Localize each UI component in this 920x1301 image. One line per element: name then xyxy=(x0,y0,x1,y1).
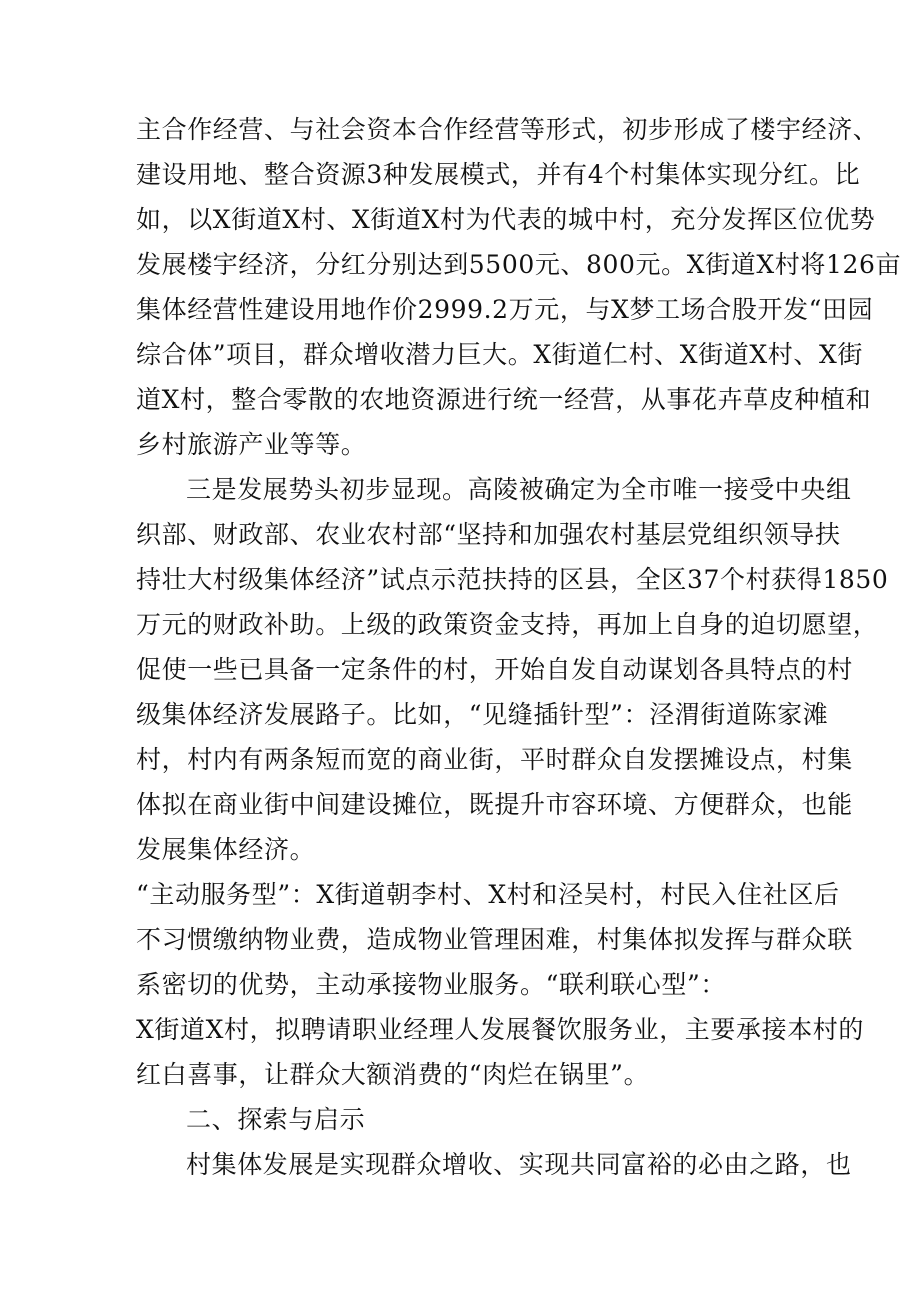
body-text-line: 级集体经济发展路子。比如，“见缝插针型”：泾渭街道陈家滩 xyxy=(136,700,829,729)
body-text-line: “主动服务型”：X街道朝李村、X村和泾吴村，村民入住社区后 xyxy=(136,880,840,909)
section-heading: 二、探索与启示 xyxy=(186,1105,366,1134)
body-text-line: 体拟在商业街中间建设摊位，既提升市容环境、方便群众，也能 xyxy=(136,790,853,819)
body-text-line: 如，以X街道X村、X街道X村为代表的城中村，充分发挥区位优势 xyxy=(136,205,876,234)
body-text-line: 系密切的优势，主动承接物业服务。“联利联心型”： xyxy=(136,970,726,999)
body-text-line: 发展楼宇经济，分红分别达到5500元、800元。X街道X村将126亩 xyxy=(136,250,902,279)
body-text-line: 主合作经营、与社会资本合作经营等形式，初步形成了楼宇经济、 xyxy=(136,115,879,144)
body-text-line: 万元的财政补助。上级的政策资金支持，再加上自身的迫切愿望， xyxy=(136,610,879,639)
paragraph-first-line: 村集体发展是实现群众增收、实现共同富裕的必由之路，也 xyxy=(186,1150,852,1179)
body-text-line: 道X村，整合零散的农地资源进行统一经营，从事花卉草皮种植和 xyxy=(136,385,872,414)
body-text-line: 村，村内有两条短而宽的商业街，平时群众自发摆摊设点，村集 xyxy=(136,745,853,774)
body-text-line: 不习惯缴纳物业费，造成物业管理困难，村集体拟发挥与群众联 xyxy=(136,925,853,954)
body-text-line: 促使一些已具备一定条件的村，开始自发自动谋划各具特点的村 xyxy=(136,655,853,684)
paragraph-first-line: 三是发展势头初步显现。高陵被确定为全市唯一接受中央组 xyxy=(186,475,852,504)
body-text-line: 综合体”项目，群众增收潜力巨大。X街道仁村、X街道X村、X街 xyxy=(136,340,863,369)
body-text-line: 发展集体经济。 xyxy=(136,835,316,864)
body-text-line: 建设用地、整合资源3种发展模式，并有4个村集体实现分红。比 xyxy=(136,160,861,189)
body-text-line: X街道X村，拟聘请职业经理人发展餐饮服务业，主要承接本村的 xyxy=(136,1015,864,1044)
body-text-line: 乡村旅游产业等等。 xyxy=(136,430,367,459)
body-text-line: 集体经营性建设用地作价2999.2万元，与X梦工场合股开发“田园 xyxy=(136,295,874,324)
body-text-line: 织部、财政部、农业农村部“坚持和加强农村基层党组织领导扶 xyxy=(136,520,841,549)
body-text-line: 红白喜事，让群众大额消费的“肉烂在锅里”。 xyxy=(136,1060,650,1089)
body-text-line: 持壮大村级集体经济”试点示范扶持的区县，全区37个村获得1850 xyxy=(136,565,889,594)
